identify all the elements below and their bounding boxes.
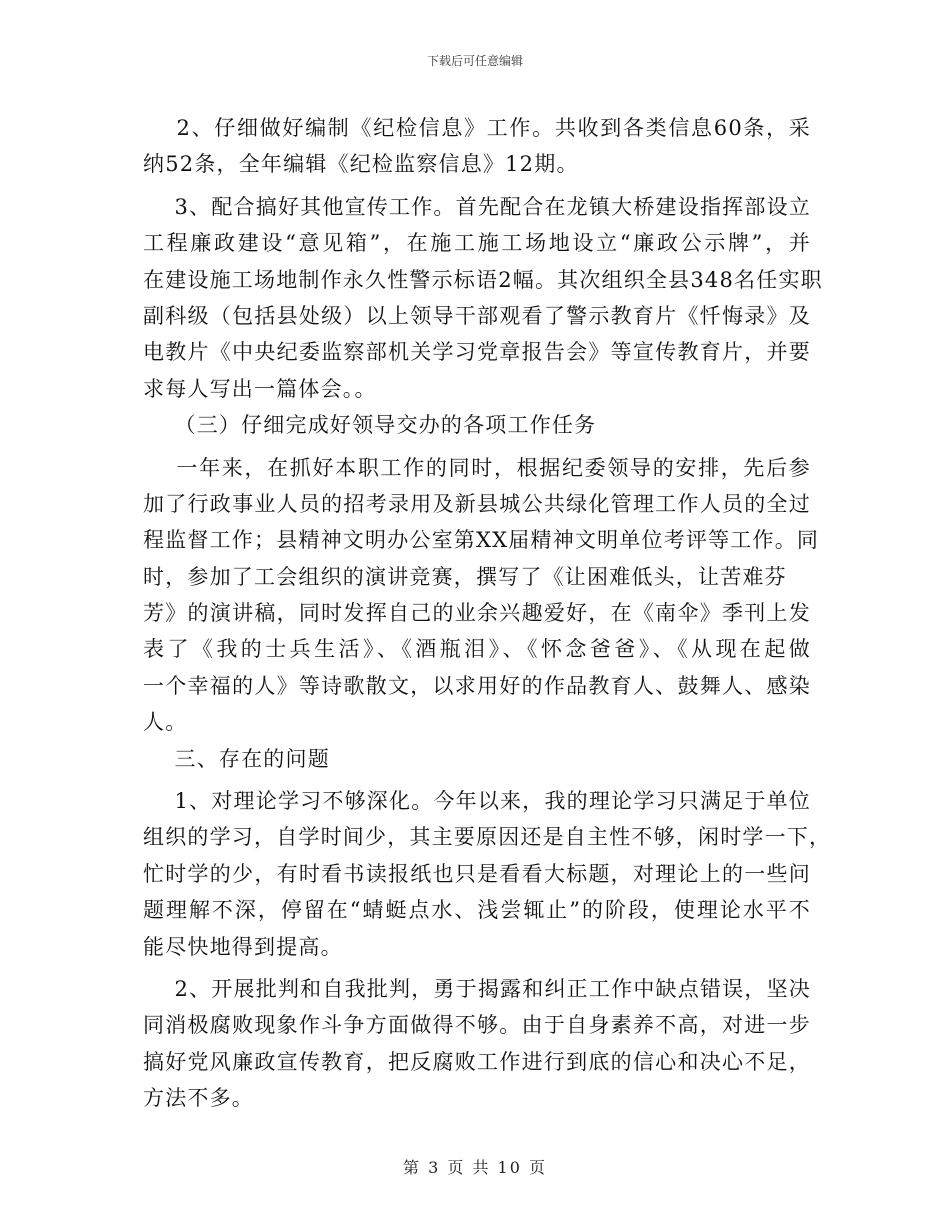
text-line: 纳52条，全年编辑《纪检监察信息》12期。 xyxy=(143,152,579,177)
page-header: 下载后可任意编辑 xyxy=(426,54,523,68)
text-line: 电教片《中央纪委监察部机关学习党章报告会》等宣传教育片，并要 xyxy=(143,340,811,365)
text-line: 副科级（包括县处级）以上领导干部观看了警示教育片《忏悔录》及 xyxy=(143,303,811,328)
text-line: 求每人写出一篇体会。。 xyxy=(143,376,377,401)
document-body xyxy=(143,110,832,1117)
text-line: 3、配合搞好其他宣传工作。首先配合在龙镇大桥建设指挥部设立 xyxy=(143,194,811,219)
text-line: 能尽快地得到提高。 xyxy=(143,934,343,959)
text-line: 2、开展批判和自我批判，勇于揭露和纠正工作中缺点错误，坚决 xyxy=(143,976,811,1001)
text-line: 忙时学的少，有时看书读报纸也只是看看大标题，对理论上的一些问 xyxy=(143,861,811,886)
text-line: （三）仔细完成好领导交办的各项工作任务 xyxy=(143,413,597,438)
text-line: 题理解不深，停留在“蜻蜓点水、浅尝辄止”的阶段，使理论水平不 xyxy=(143,898,811,923)
text-line: 三、存在的问题 xyxy=(143,746,330,771)
text-line: 一年来，在抓好本职工作的同时，根据纪委领导的安排，先后参 xyxy=(143,455,811,480)
text-line: 在建设施工场地制作永久性警示标语2幅。其次组织全县348名任实职 xyxy=(143,267,823,292)
text-line: 人。 xyxy=(143,710,188,735)
text-line: 方法不多。 xyxy=(143,1086,254,1111)
text-line: 组织的学习，自学时间少，其主要原因还是自主性不够，闲时学一下， xyxy=(143,825,832,850)
text-line: 时，参加了工会组织的演讲竞赛，撰写了《让困难低头，让苦难芬 xyxy=(143,564,787,589)
text-line: 搞好党风廉政宣传教育，把反腐败工作进行到底的信心和决心不足， xyxy=(143,1049,811,1074)
text-line: 加了行政事业人员的招考录用及新县城公共绿化管理工作人员的全过 xyxy=(143,491,811,516)
text-line: 2、仔细做好编制《纪检信息》工作。共收到各类信息60条，采 xyxy=(143,116,811,140)
page-footer: 第 3 页 共 10 页 xyxy=(403,1158,547,1177)
text-line: 程监督工作；县精神文明办公室第XX届精神文明单位考评等工作。同 xyxy=(143,528,820,553)
text-line: 工程廉政建设“意见箱”，在施工施工场地设立“廉政公示牌”，并 xyxy=(143,231,811,256)
text-line: 同消极腐败现象作斗争方面做得不够。由于自身素养不高，对进一步 xyxy=(143,1013,811,1038)
text-line: 表了《我的士兵生活》、《酒瓶泪》、《怀念爸爸》、《从现在起做 xyxy=(143,637,811,662)
text-line: 1、对理论学习不够深化。今年以来，我的理论学习只满足于单位 xyxy=(143,789,811,814)
text-line: 芳》的演讲稿，同时发挥自己的业余兴趣爱好，在《南伞》季刊上发 xyxy=(143,601,811,626)
text-line: 一个幸福的人》等诗歌散文，以求用好的作品教育人、鼓舞人、感染 xyxy=(143,673,811,698)
